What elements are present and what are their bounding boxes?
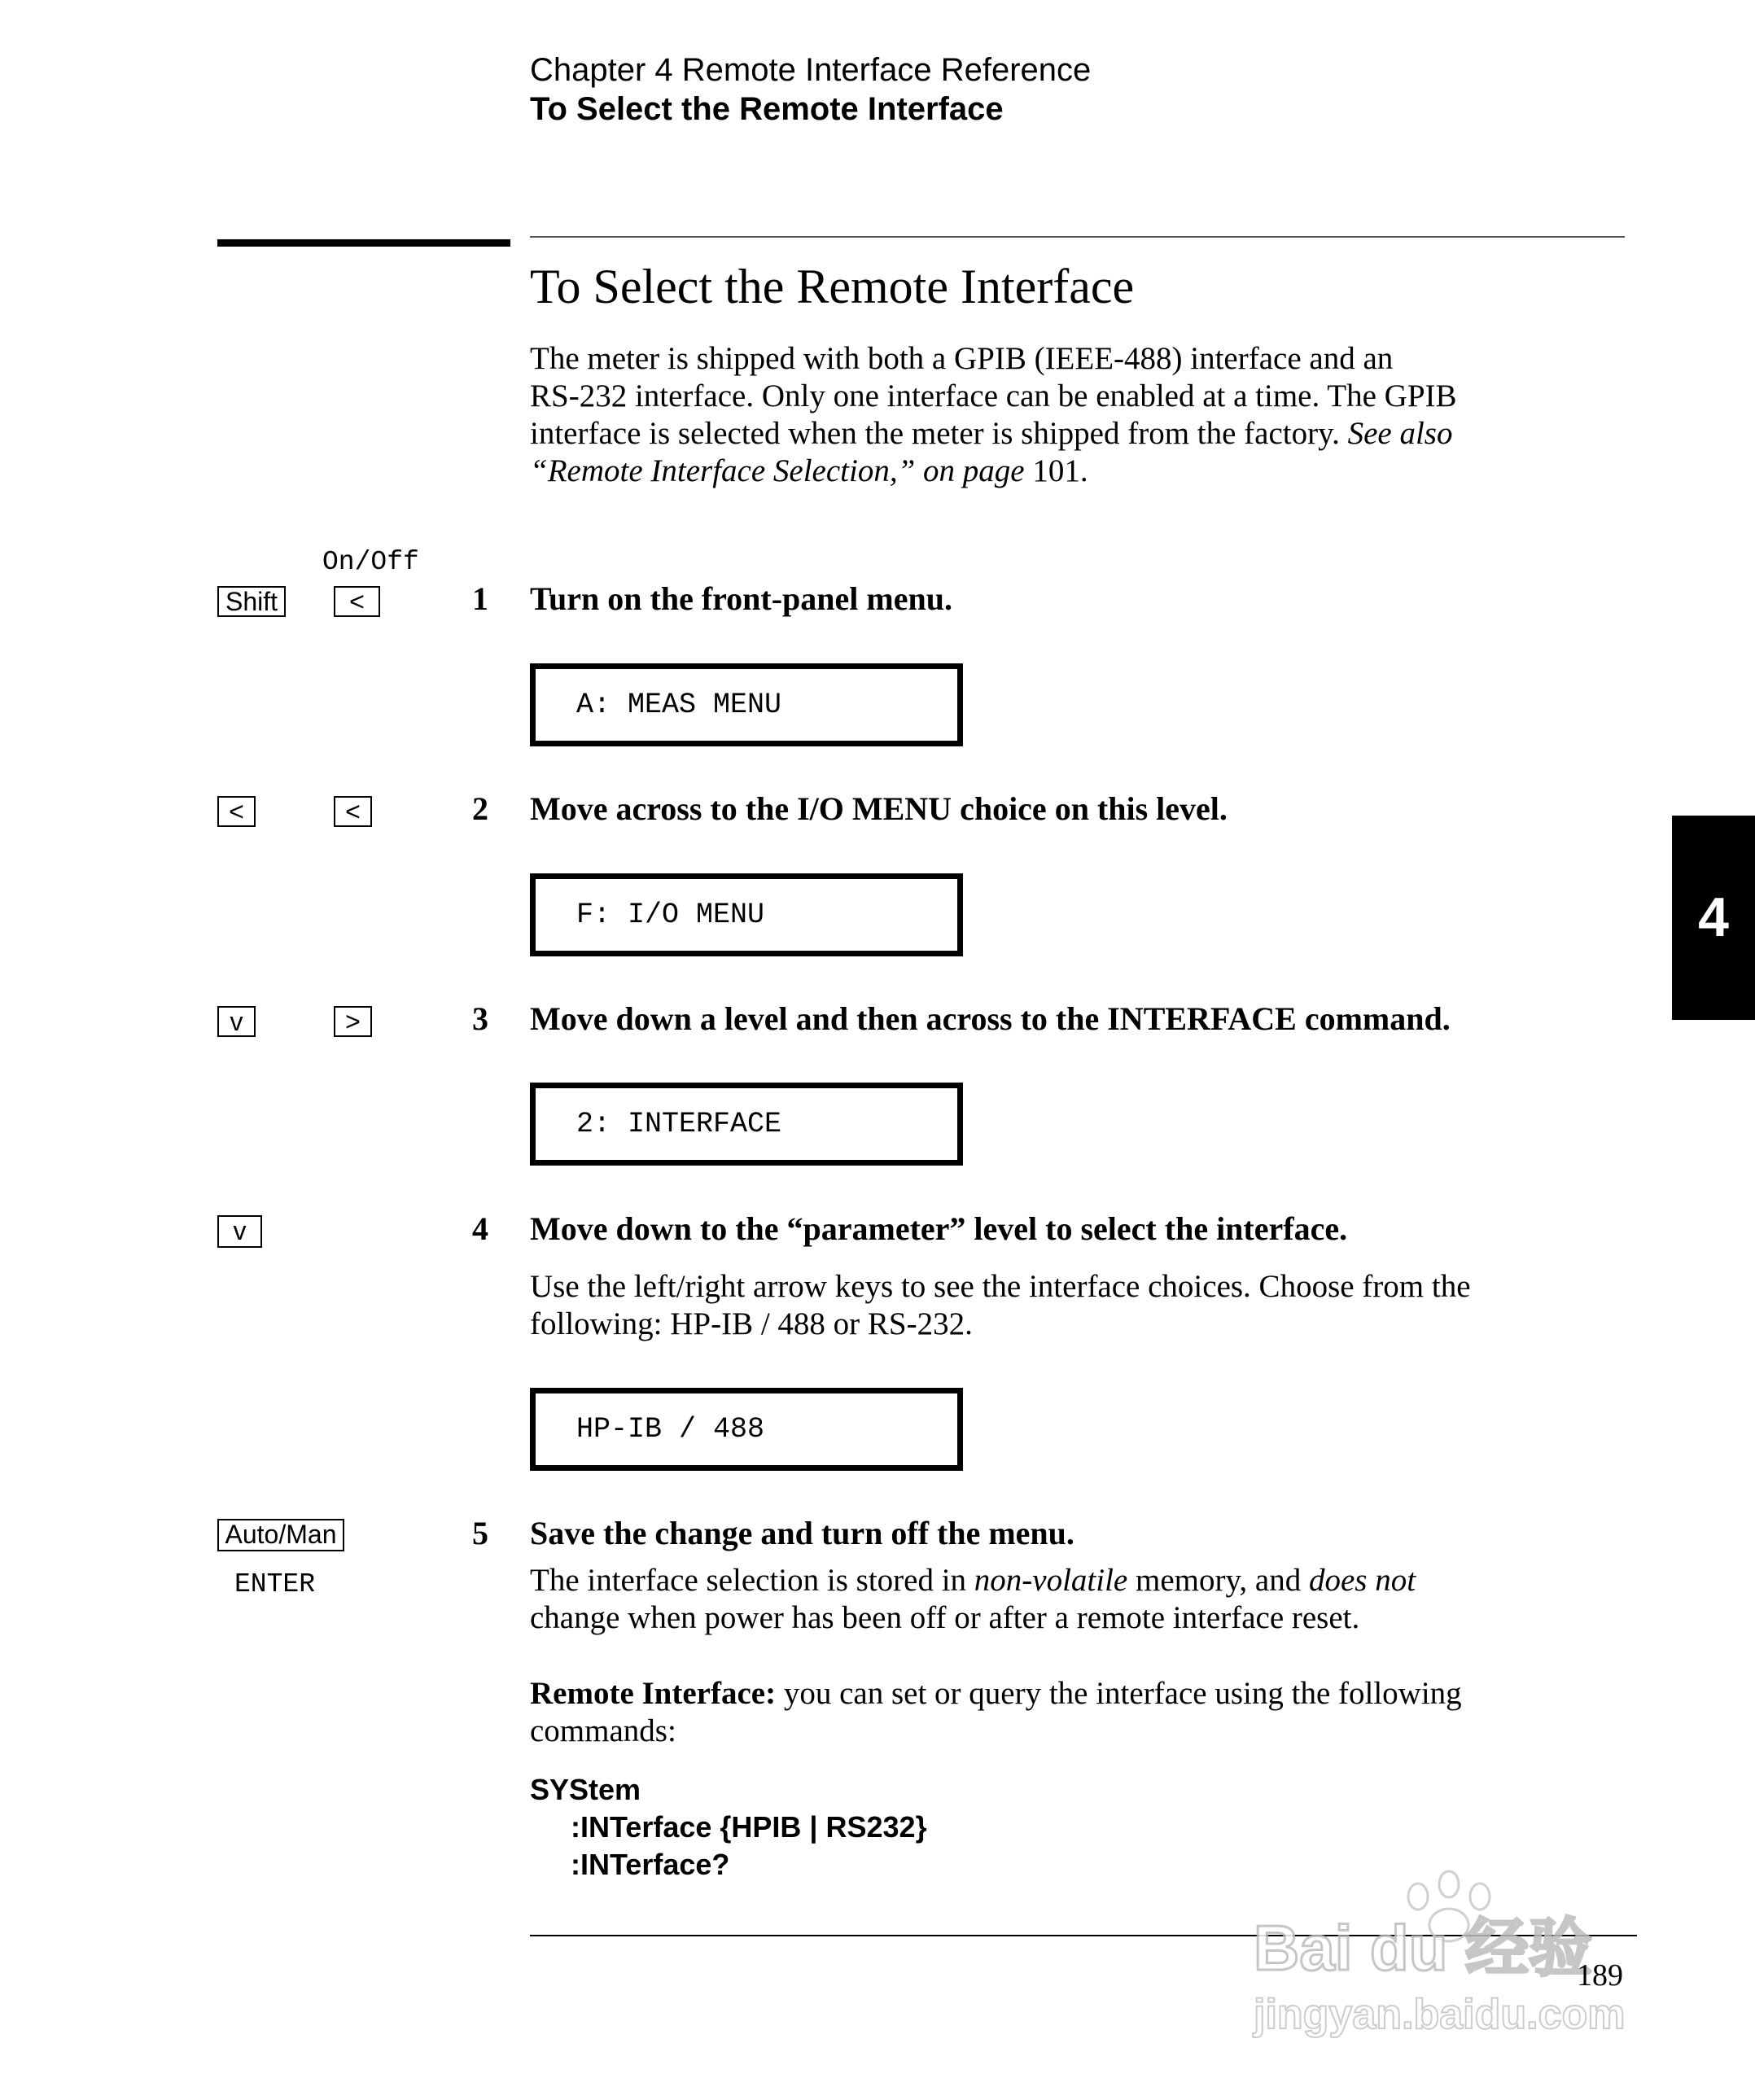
cross-reference: See also <box>1347 416 1453 451</box>
remote-interface-label: Remote Interface: <box>530 1676 777 1711</box>
step-heading: Move across to the I/O MENU choice on this level. <box>530 790 1228 827</box>
down-arrow-key[interactable]: v <box>217 1006 256 1037</box>
step-number: 4 <box>472 1210 488 1247</box>
intro-paragraph <box>530 340 1637 490</box>
step-number: 2 <box>472 790 488 827</box>
running-header-chapter: Chapter 4 Remote Interface Reference <box>530 52 1092 88</box>
key-label-on-off: On/Off <box>322 547 419 577</box>
step-heading: Save the change and turn off the menu. <box>530 1515 1074 1551</box>
page-title: To Select the Remote Interface <box>530 260 1135 313</box>
step-number: 1 <box>472 580 488 617</box>
page-number: 189 <box>1577 1958 1623 1993</box>
cross-reference: “Remote Interface Selection,” on page <box>530 453 1025 488</box>
step-number: 5 <box>472 1515 488 1551</box>
right-arrow-key[interactable]: > <box>334 1006 372 1037</box>
intro-line: The meter is shipped with both a GPIB (IEEE-488) interface and an <box>530 341 1394 376</box>
body-line: commands: <box>530 1713 676 1748</box>
shift-key[interactable]: Shift <box>217 586 286 617</box>
body-line: change when power has been off or after a remote interface reset. <box>530 1600 1360 1635</box>
scpi-command: :INTerface {HPIB | RS232} <box>571 1810 927 1844</box>
body-line: following: HP-IB / 488 or RS-232. <box>530 1306 973 1341</box>
front-panel-display: HP-IB / 488 <box>530 1388 963 1471</box>
intro-line: RS-232 interface. Only one interface can be enabled at a time. The GPIB <box>530 378 1457 413</box>
step-heading: Turn on the front-panel menu. <box>530 580 952 617</box>
chapter-tab: 4 <box>1672 816 1755 1020</box>
left-arrow-key[interactable]: < <box>217 796 256 827</box>
body-line: Use the left/right arrow keys to see the interface choices. Choose from the <box>530 1269 1471 1304</box>
scpi-command-block <box>530 1771 927 1883</box>
svg-text:jingyan.baidu.com: jingyan.baidu.com <box>1254 1991 1626 2038</box>
step-heading: Move down to the “parameter” level to select the interface. <box>530 1210 1348 1247</box>
intro-line: “Remote Interface Selection,” on page 101. <box>530 453 1088 488</box>
scpi-command: :INTerface? <box>571 1848 730 1881</box>
front-panel-display: F: I/O MENU <box>530 873 963 956</box>
intro-line: interface is selected when the meter is shipped from the factory. See also <box>530 416 1453 451</box>
front-panel-display: 2: INTERFACE <box>530 1083 963 1166</box>
key-label-enter: ENTER <box>234 1569 316 1599</box>
section-rule-thick <box>217 239 510 247</box>
section-rule-thin <box>530 236 1625 238</box>
running-header-section: To Select the Remote Interface <box>530 91 1004 127</box>
front-panel-display: A: MEAS MENU <box>530 663 963 746</box>
baidu-jingyan-watermark <box>1245 1848 1652 2059</box>
scpi-command: SYStem <box>530 1773 641 1806</box>
step-number: 3 <box>472 1000 488 1037</box>
step-body <box>530 1268 1645 1343</box>
remote-interface-paragraph <box>530 1675 1645 1750</box>
svg-text:Bai du 经验: Bai du 经验 <box>1254 1912 1593 1984</box>
step-body <box>530 1562 1645 1637</box>
body-line: Remote Interface: you can set or query the interface using the following <box>530 1676 1462 1711</box>
body-line: The interface selection is stored in non-volatile memory, and does not <box>530 1563 1416 1598</box>
down-arrow-key[interactable]: v <box>217 1215 262 1248</box>
auto-man-key[interactable]: Auto/Man <box>217 1519 344 1551</box>
left-arrow-key[interactable]: < <box>334 586 380 617</box>
left-arrow-key[interactable]: < <box>334 796 372 827</box>
step-heading: Move down a level and then across to the INTERFACE command. <box>530 1000 1451 1037</box>
